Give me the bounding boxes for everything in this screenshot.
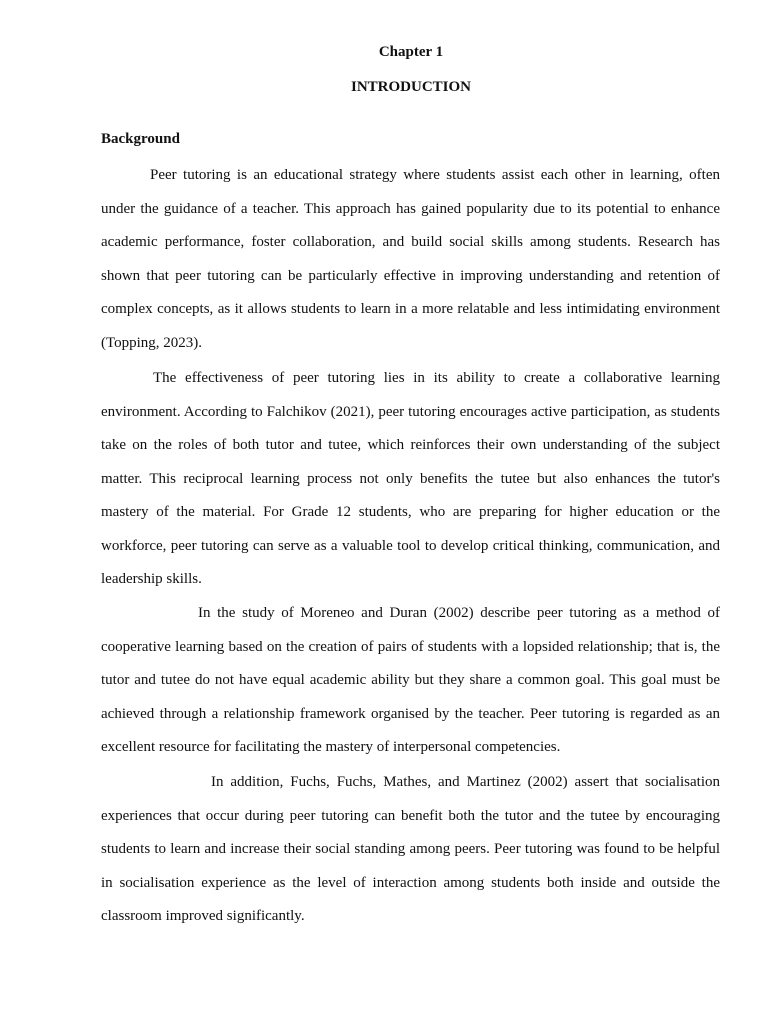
chapter-title: INTRODUCTION: [350, 79, 471, 95]
paragraph: In the study of Moreneo and Duran (2002) describe peer tutoring as a method of cooperative learning based on the creation of pairs of students with a lopsided relationship; that is, the tutor and tutee do not have equal academic ability but they share a common goal. This goal must be achieved through a relationship framework organised by the teacher. Peer tutoring is regarded as an excellent resource for facilitating the mastery of interpersonal competencies.: [101, 605, 720, 755]
paragraph: The effectiveness of peer tutoring lies in its ability to create a collaborative learning environment. According to Falchikov (2021), peer tutoring encourages active participation, as students take on the roles of both tutor and tutee, which reinforces their own understanding of the subject matter. This reciprocal learning process not only benefits the tutee but also enhances the tutor's mastery of the material. For Grade 12 students, who are preparing for higher education or the workforce, peer tutoring can serve as a valuable tool to develop critical thinking, communication, and leadership skills.: [101, 370, 720, 587]
section-heading: Background: [101, 131, 180, 147]
paragraph: Peer tutoring is an educational strategy where students assist each other in learning, often under the guidance of a teacher. This approach has gained popularity due to its potential to enhance academic performance, foster collaboration, and build social skills among students. Research has shown that peer tutoring can be particularly effective in improving understanding and retention of complex concepts, as it allows students to learn in a more relatable and less intimidating environment (Topping, 2023).: [101, 167, 720, 351]
chapter-label: Chapter 1: [378, 44, 444, 60]
paragraph: In addition, Fuchs, Fuchs, Mathes, and Martinez (2002) assert that socialisation experiences that occur during peer tutoring can benefit both the tutor and the tutee by encouraging students to learn and increase their social standing among peers. Peer tutoring was found to be helpful in socialisation experience as the level of interaction among students both inside and outside the classroom improved significantly.: [101, 774, 720, 924]
